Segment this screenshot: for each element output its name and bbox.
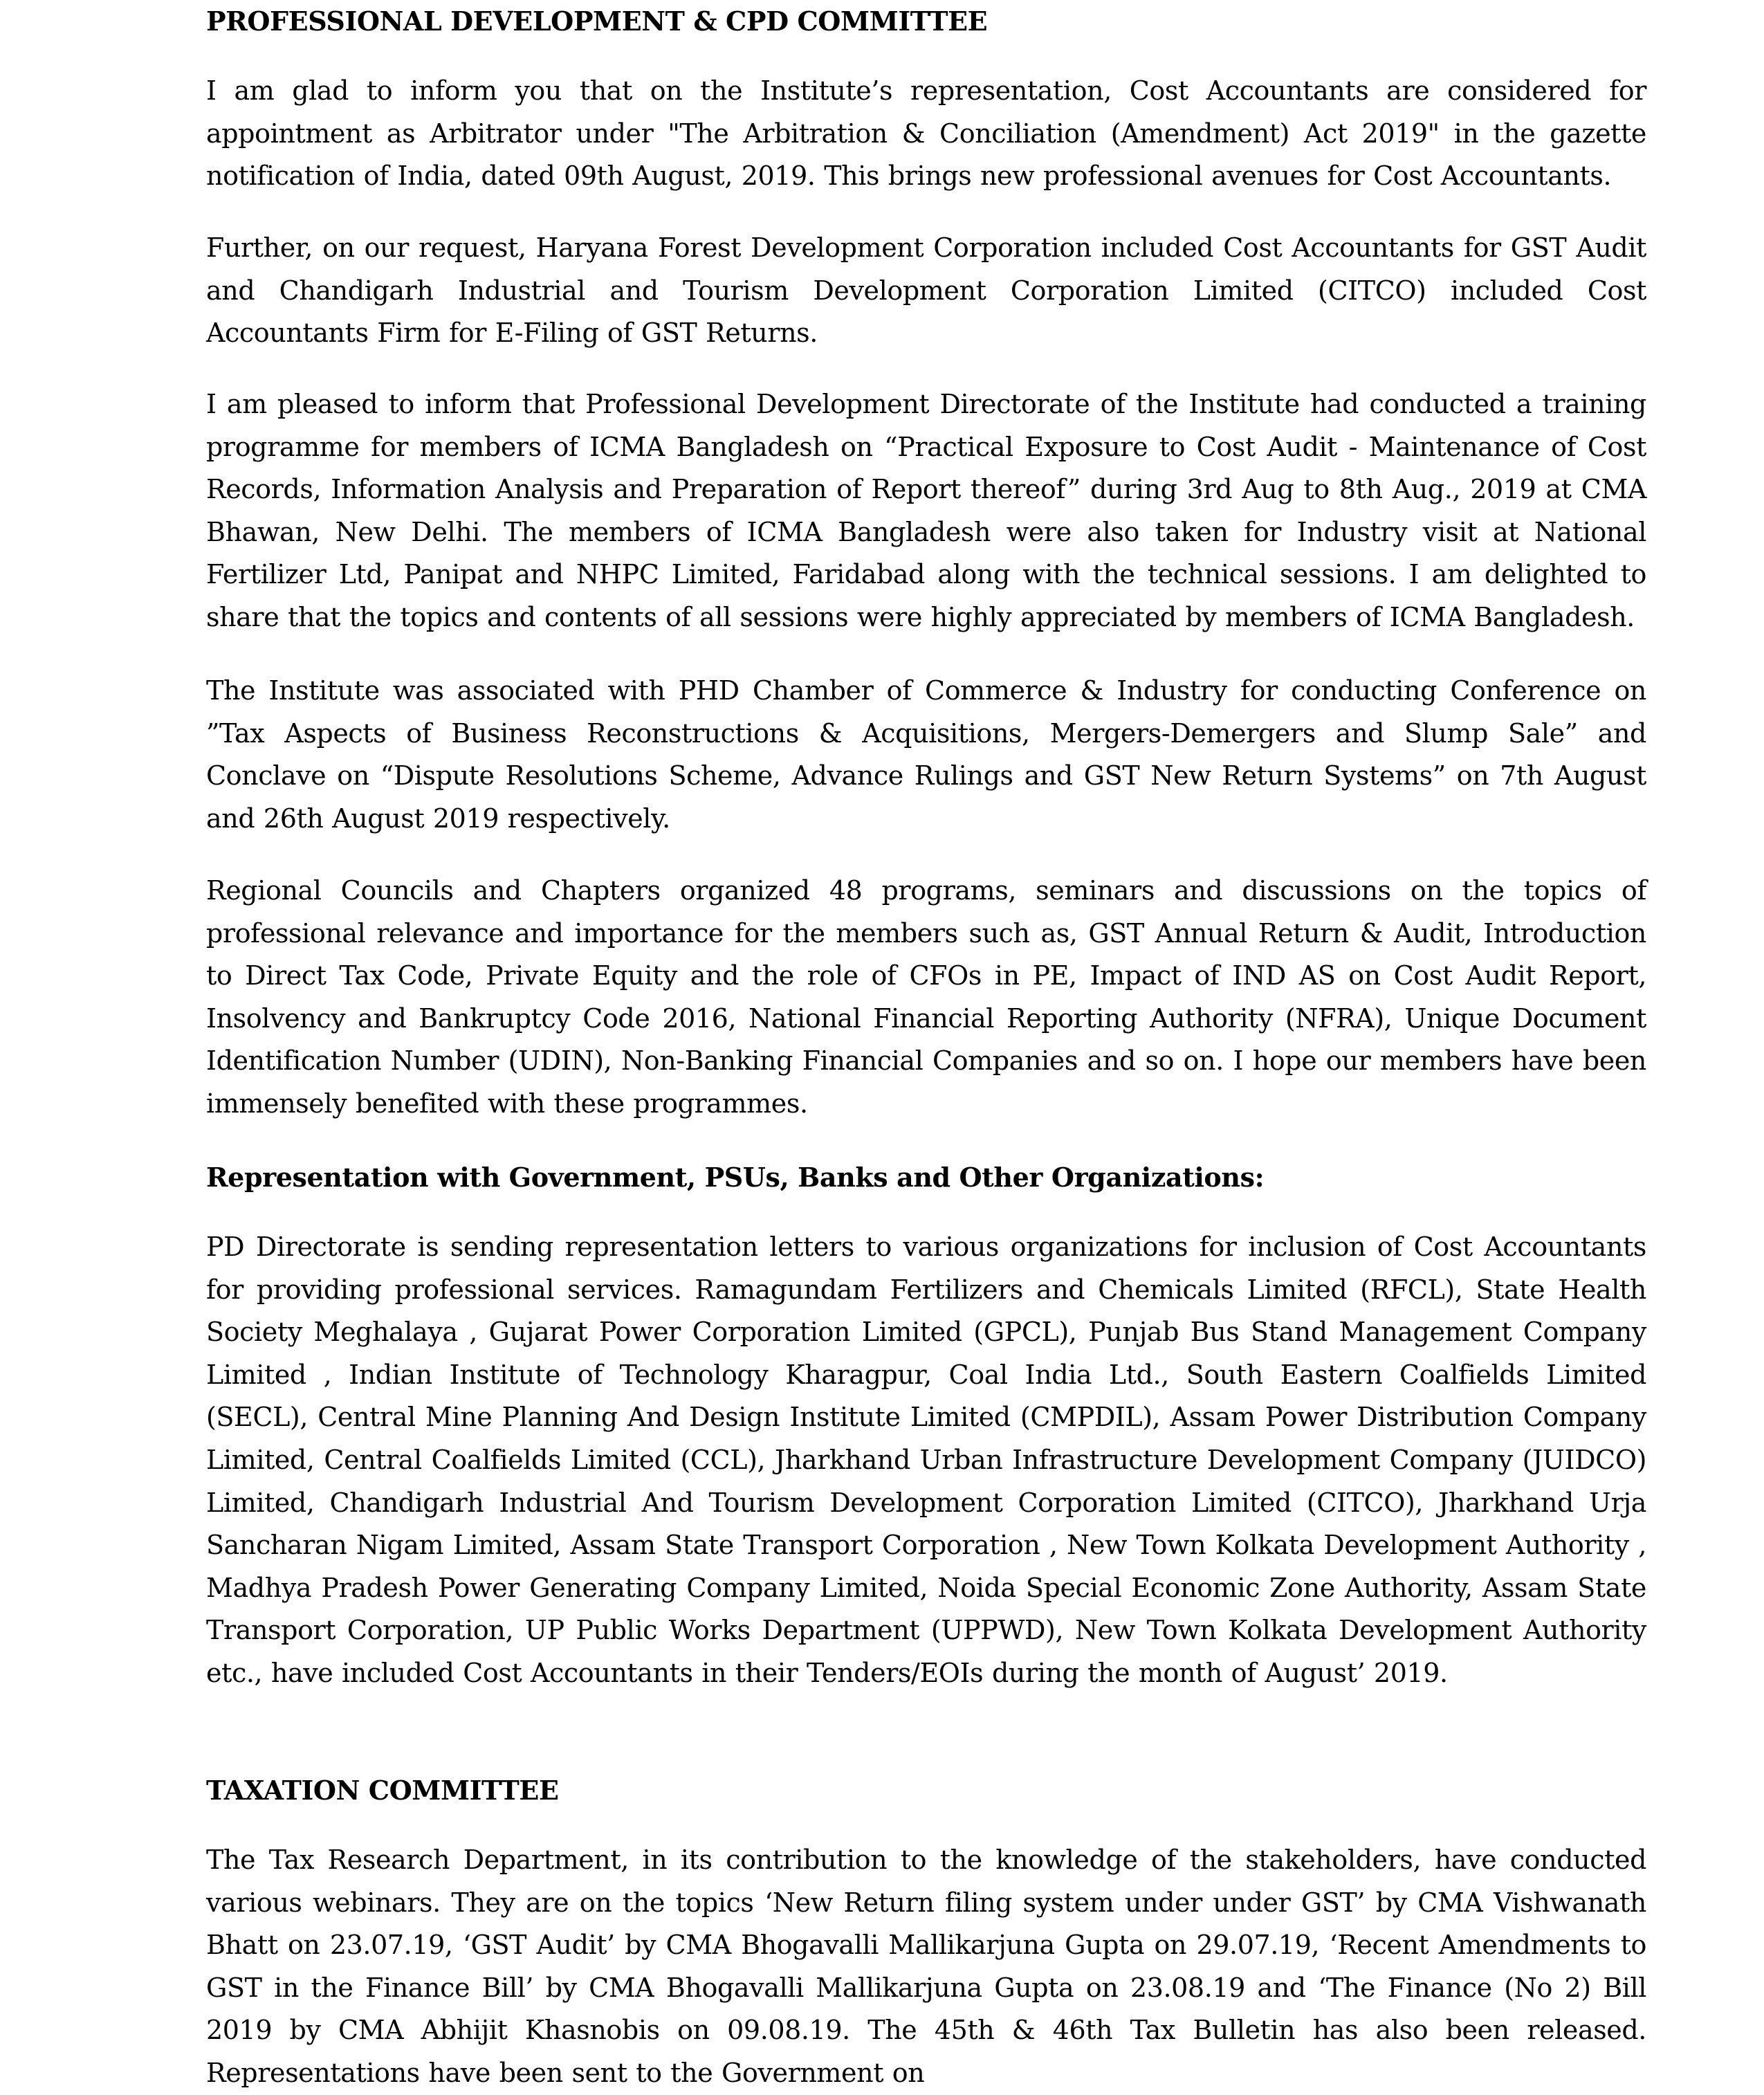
paragraph-icma-bangladesh: I am pleased to inform that Professional Development Directorate of the Institute had conducted a training programme for members of ICMA Bangladesh on “Practical Exposure to Cost Audit - Maintenance of Cost Records, Information Analysis and Preparation of Report thereof” during 3rd Aug to 8th Aug., 2019 at CMA Bhawan, New Delhi. The members of ICMA Bangladesh were also taken for Industry visit at National Fertilizer Ltd, Panipat and NHPC Limited, Faridabad along with the technical sessions. I am delighted to share that the topics and contents of all sessions were highly appreciated by members of ICMA Bangladesh. (206, 389, 1646, 632)
paragraph-haryana-forest: Further, on our request, Haryana Forest Development Corporation included Cost Accountants for GST Audit and Chandigarh Industrial and Tourism Development Corporation Limited (CITCO) included Cost Accountants Firm for E-Filing of GST Returns. (206, 232, 1646, 349)
taxation-committee-heading: TAXATION COMMITTEE (206, 1775, 559, 1806)
paragraph-phd-chamber: The Institute was associated with PHD Chamber of Commerce & Industry for conducting Conference on ”Tax Aspects of Business Reconstructions & Acquisitions, Mergers-Demergers and Slump Sale” and Conclave on “Dispute Resolutions Scheme, Advance Rulings and GST New Return Systems” on 7th August and 26th August 2019 respectively. (206, 675, 1646, 834)
paragraph-regional-councils: Regional Councils and Chapters organized 48 programs, seminars and discussions on the topics of professional relevance and importance for the members such as, GST Annual Return & Audit, Introduction to Direct Tax Code, Private Equity and the role of CFOs in PE, Impact of IND AS on Cost Audit Report, Insolvency and Bankruptcy Code 2016, National Financial Reporting Authority (NFRA), Unique Document Identification Number (UDIN), Non-Banking Financial Companies and so on. I hope our members have been immensely benefited with these programmes. (206, 875, 1646, 1119)
paragraph-arbitrator: I am glad to inform you that on the Institute’s representation, Cost Accountants are considered for appointment as Arbitrator under "The Arbitration & Conciliation (Amendment) Act 2019" in the gazette notification of India, dated 09th August, 2019. This brings new professional avenues for Cost Accountants. (206, 75, 1646, 192)
representation-heading: Representation with Government, PSUs, Banks and Other Organizations: (206, 1162, 1265, 1193)
paragraph-tax-research: The Tax Research Department, in its contribution to the knowledge of the stakeholders, have conducted various webinars. They are on the topics ‘New Return filing system under under GST’ by CMA Vishwanath Bhatt on 23.07.19, ‘GST Audit’ by CMA Bhogavalli Mallikarjuna Gupta on 29.07.19, ‘Recent Amendments to GST in the Finance Bill’ by CMA Bhogavalli Mallikarjuna Gupta on 23.08.19 and ‘The Finance (No 2) Bill 2019 by CMA Abhijit Khasnobis on 09.08.19. The 45th & 46th Tax Bulletin has also been released. Representations have been sent to the Government on (206, 1845, 1646, 2088)
pd-committee-heading: PROFESSIONAL DEVELOPMENT & CPD COMMITTEE (206, 6, 988, 37)
paragraph-pd-directorate: PD Directorate is sending representation letters to various organizations for inclusion of Cost Accountants for providing professional services. Ramagundam Fertilizers and Chemicals Limited (RFCL), State Health Society Meghalaya , Gujarat Power Corporation Limited (GPCL), Punjab Bus Stand Management Company Limited , Indian Institute of Technology Kharagpur, Coal India Ltd., South Eastern Coalfields Limited (SECL), Central Mine Planning And Design Institute Limited (CMPDIL), Assam Power Distribution Company Limited, Central Coalfields Limited (CCL), Jharkhand Urban Infrastructure Development Company (JUIDCO) Limited, Chandigarh Industrial And Tourism Development Corporation Limited (CITCO), Jharkhand Urja Sancharan Nigam Limited, Assam State Transport Corporation , New Town Kolkata Development Authority , Madhya Pradesh Power Generating Company Limited, Noida Special Economic Zone Authority, Assam State Transport Corporation, UP Public Works Department (UPPWD), New Town Kolkata Development Authority etc., have included Cost Accountants in their Tenders/EOIs during the month of August’ 2019. (206, 1232, 1646, 1688)
